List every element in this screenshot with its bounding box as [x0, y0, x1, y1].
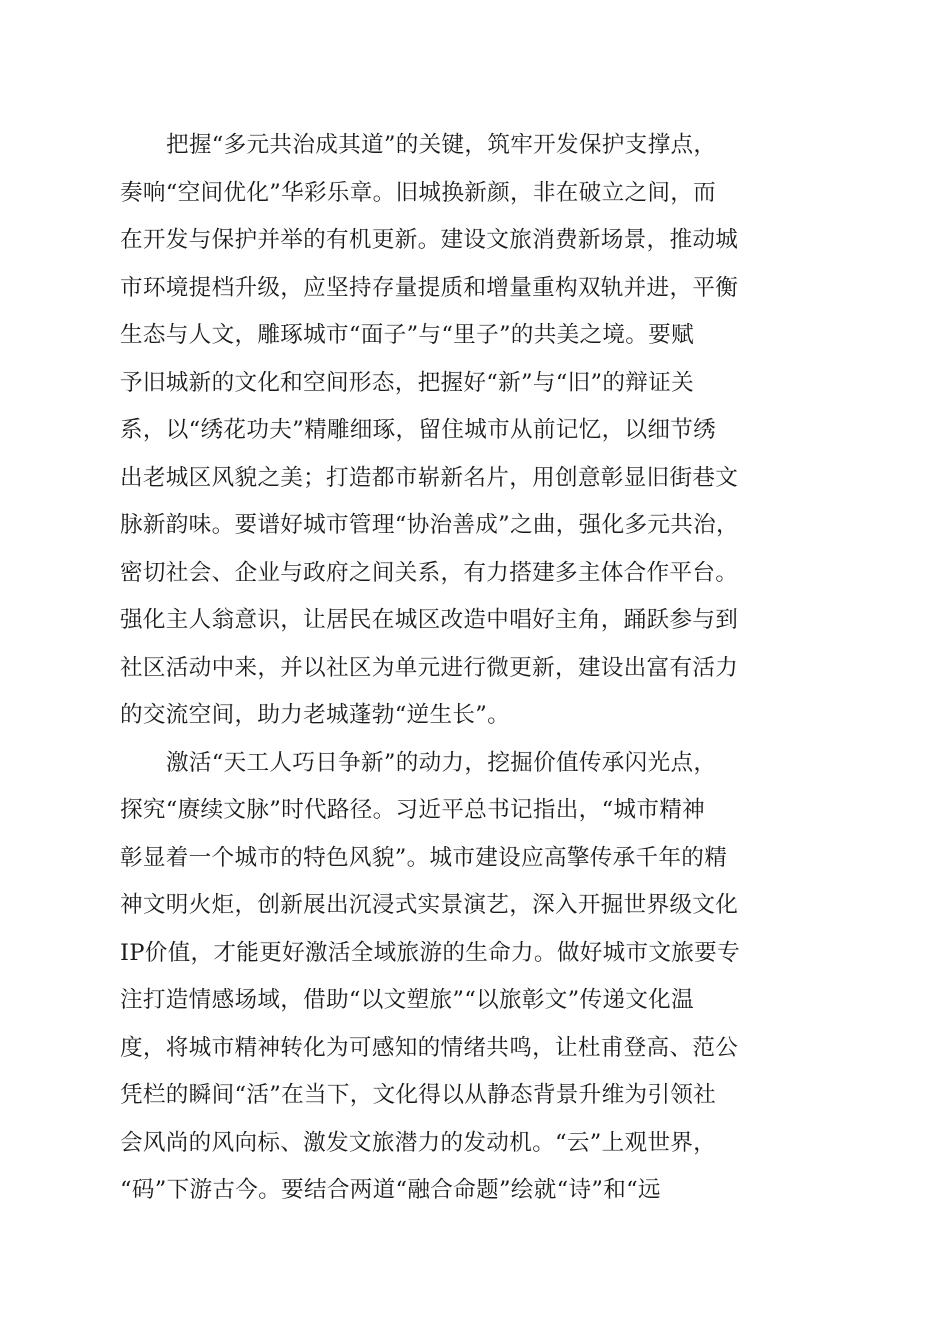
body-text — [120, 122, 832, 1215]
paragraph-2-line-10: “码”下游古今。要结合两道“融合命题”绘就“诗”和“远 — [120, 1177, 661, 1203]
paragraph-1-line-12: 社区活动中来，并以社区为单元进行微更新，建设出富有活力 — [120, 654, 739, 681]
paragraph-2-line-4: 神文明火炬，创新展出沉浸式实景演艺，深入开掘世界级文化 — [120, 892, 739, 918]
paragraph-2-line-6: 注打造情感场域，借助“以文塑旅”“以旅彰文”传递文化温 — [120, 987, 694, 1013]
paragraph-2-line-9: 会风尚的风向标、激发文旅潜力的发动机。“云”上观世界， — [120, 1129, 717, 1156]
paragraph-1-line-8: 出老城区风貌之美；打造都市崭新名片，用创意彰显旧街巷文 — [120, 464, 739, 491]
paragraph-1-line-5: 生态与人文，雕琢城市“面子”与“里子”的共美之境。要赋 — [120, 322, 694, 348]
paragraph-1-line-4: 市环境提档升级，应坚持存量提质和增量重构双轨并进，平衡 — [120, 274, 739, 301]
paragraph-1-line-11: 强化主人翁意识，让居民在城区改造中唱好主角，踊跃参与到 — [120, 607, 739, 633]
paragraph-1-line-2: 奏响“空间优化”华彩乐章。旧城换新颜，非在破立之间，而 — [120, 179, 717, 206]
paragraph-1-line-6: 予旧城新的文化和空间形态，把握好“新”与“旧”的辩证关 — [120, 369, 694, 396]
paragraph-2-line-3: 彰显着一个城市的特色风貌”。城市建设应高擎传承千年的精 — [120, 844, 728, 871]
paragraph-2-line-8: 凭栏的瞬间“活”在当下，文化得以从静态背景升维为引领社 — [120, 1082, 717, 1108]
paragraph-2-line-2: 探究“赓续文脉”时代路径。习近平总书记指出，“城市精神 — [120, 797, 706, 823]
paragraph-1-line-13: 的交流空间，助力老城蓬勃“逆生长”。 — [120, 702, 511, 728]
paragraph-2-line-1: 激活“天工人巧日争新”的动力，挖掘价值传承闪光点， — [166, 749, 717, 776]
paragraph-2-line-7: 度，将城市精神转化为可感知的情绪共鸣，让杜甫登高、范公 — [120, 1034, 739, 1061]
paragraph-1-line-1: 把握“多元共治成其道”的关键，筑牢开发保护支撑点， — [166, 132, 717, 158]
paragraph-1-line-9: 脉新韵味。要谱好城市管理“协治善成”之曲，强化多元共治， — [120, 512, 739, 538]
paragraph-1-line-7: 系，以“绣花功夫”精雕细琢，留住城市从前记忆，以细节绣 — [120, 417, 717, 443]
paragraph-1-line-3: 在开发与保护并举的有机更新。建设文旅消费新场景，推动城 — [120, 227, 739, 253]
paragraph-2-line-5: IP价值，才能更好激活全域旅游的生命力。做好城市文旅要专 — [120, 939, 740, 966]
paragraph-1-line-10: 密切社会、企业与政府之间关系，有力搭建多主体合作平台。 — [120, 559, 739, 586]
